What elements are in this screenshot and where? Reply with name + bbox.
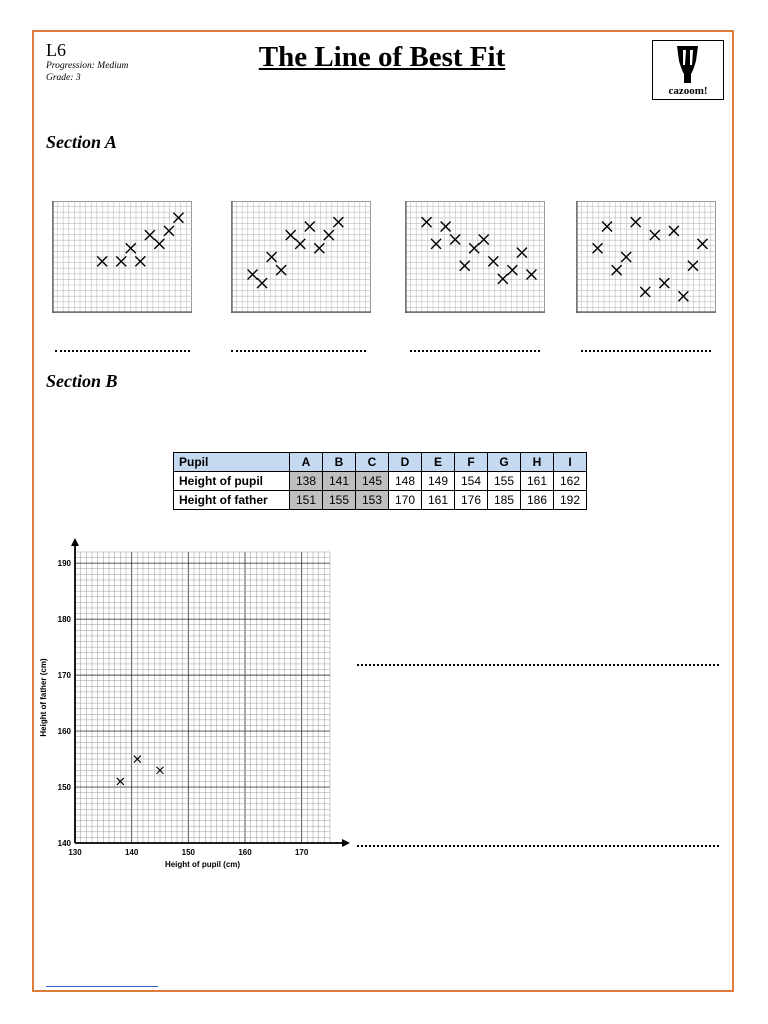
table-header: E — [422, 453, 455, 472]
table-cell: 145 — [356, 472, 389, 491]
y-tick-label: 160 — [57, 727, 71, 737]
table-cell: 138 — [290, 472, 323, 491]
row-label: Height of pupil — [174, 472, 290, 491]
table-cell: 192 — [554, 491, 587, 510]
table-cell: 153 — [356, 491, 389, 510]
table-header-row — [174, 453, 587, 472]
answer-line-1[interactable] — [357, 664, 719, 666]
x-tick-label: 130 — [68, 848, 82, 857]
table-header: B — [323, 453, 356, 472]
table-cell: 141 — [323, 472, 356, 491]
table-row — [174, 491, 587, 510]
cazoom-logo — [652, 40, 724, 100]
y-tick-label: 150 — [57, 783, 71, 793]
height-table — [173, 452, 587, 510]
progression-label: Progression: Medium — [46, 61, 129, 71]
y-axis-label: Height of father (cm) — [39, 658, 48, 737]
table-header: F — [455, 453, 488, 472]
x-axis-arrow-icon — [342, 839, 350, 847]
table-cell: 161 — [422, 491, 455, 510]
y-tick-label: 170 — [57, 671, 71, 681]
father-pupil-scatter-chart[interactable] — [30, 538, 350, 878]
scatter-plot-1 — [52, 201, 192, 313]
table-cell: 162 — [554, 472, 587, 491]
table-cell: 170 — [389, 491, 422, 510]
x-axis-label: Height of pupil (cm) — [164, 860, 241, 869]
table-row — [174, 472, 587, 491]
x-tick-label: 170 — [294, 848, 309, 857]
x-tick-label: 160 — [238, 848, 252, 857]
logo-text: cazoom! — [668, 85, 708, 97]
table-cell: 176 — [455, 491, 488, 510]
table-cell: 161 — [521, 472, 554, 491]
page-title: The Line of Best Fit — [258, 41, 506, 73]
row-label: Height of father — [174, 491, 290, 510]
table-header: I — [554, 453, 587, 472]
worksheet-code: L6 — [46, 40, 66, 60]
footer-link-underline[interactable] — [46, 986, 158, 987]
answer-line-2[interactable] — [357, 845, 719, 847]
table-cell: 155 — [488, 472, 521, 491]
y-axis-arrow-icon — [71, 538, 79, 546]
table-header: A — [290, 453, 323, 472]
table-header: Pupil — [174, 453, 290, 472]
table-cell: 185 — [488, 491, 521, 510]
answer-blank-1[interactable] — [55, 350, 190, 352]
answer-blank-2[interactable] — [231, 350, 366, 352]
answer-blank-3[interactable] — [410, 350, 540, 352]
answer-blank-4[interactable] — [581, 350, 711, 352]
x-tick-label: 140 — [124, 848, 139, 857]
scatter-plot-3 — [405, 201, 545, 313]
section-a-heading: Section A — [46, 132, 117, 152]
grade-label: Grade: 3 — [46, 73, 81, 83]
table-cell: 154 — [455, 472, 488, 491]
scatter-plot-2 — [231, 201, 371, 313]
table-cell: 149 — [422, 472, 455, 491]
y-tick-label: 190 — [57, 559, 71, 569]
table-cell: 151 — [290, 491, 323, 510]
table-header: C — [356, 453, 389, 472]
y-tick-label: 140 — [57, 839, 71, 848]
y-tick-label: 180 — [57, 615, 71, 625]
table-header: D — [389, 453, 422, 472]
x-tick-label: 150 — [181, 848, 196, 857]
scatter-plot-4 — [576, 201, 716, 313]
table-header: G — [488, 453, 521, 472]
table-cell: 155 — [323, 491, 356, 510]
table-cell: 186 — [521, 491, 554, 510]
table-cell: 148 — [389, 472, 422, 491]
section-b-heading: Section B — [46, 371, 118, 391]
table-header: H — [521, 453, 554, 472]
